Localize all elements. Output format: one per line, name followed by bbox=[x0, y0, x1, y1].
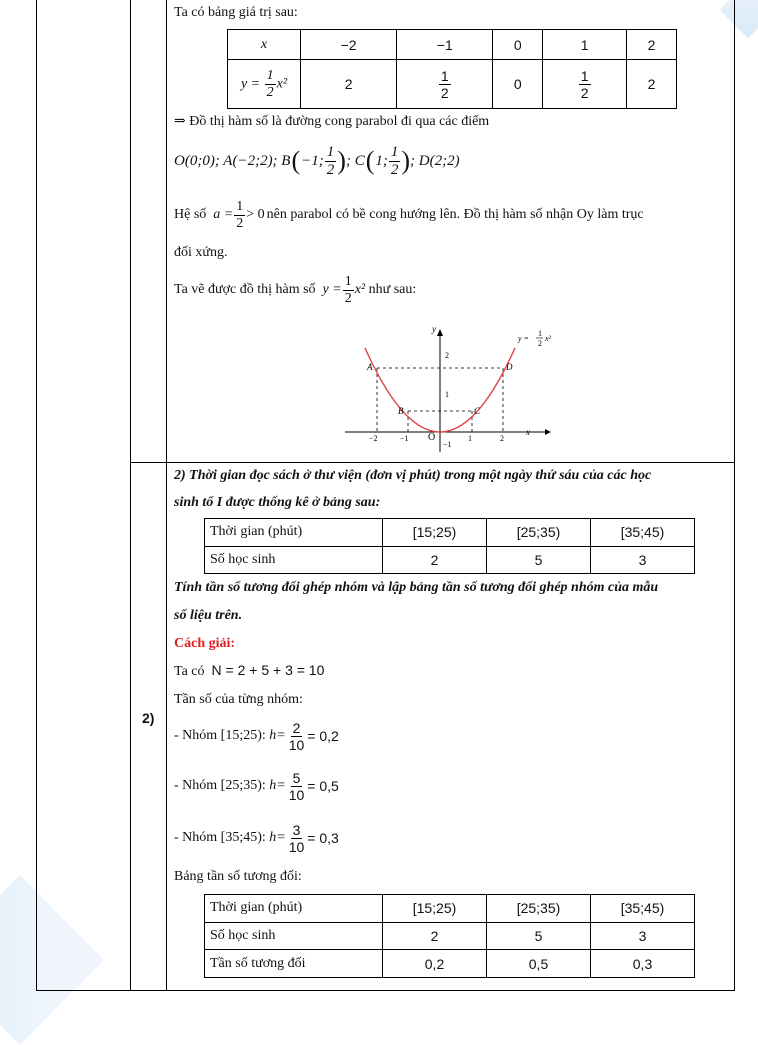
x-cell: 0 bbox=[493, 30, 543, 60]
table-cell: 3 bbox=[591, 546, 695, 574]
data-table bbox=[204, 518, 695, 574]
table-header-students: Số học sinh bbox=[205, 546, 383, 574]
parabola-graph bbox=[340, 322, 570, 454]
svg-text:y =: y = bbox=[518, 334, 529, 343]
point-c-label: C bbox=[474, 406, 481, 416]
y-cell: 2 bbox=[301, 60, 397, 109]
draw-line: Ta vẽ được đồ thị hàm số y = $\frac{1}{2}$ x² như sau: bbox=[174, 273, 417, 306]
x-axis-arrow bbox=[545, 429, 551, 435]
column-divider-2 bbox=[166, 0, 167, 990]
x-header: x bbox=[228, 30, 301, 60]
y-cell: 0 bbox=[493, 60, 543, 109]
table-header-time: Thời gian (phút) bbox=[205, 519, 383, 547]
axis-y-label: y bbox=[432, 324, 436, 334]
tick-x-neg1: −1 bbox=[400, 434, 409, 443]
x-cell: −1 bbox=[397, 30, 493, 60]
relative-frequency-table bbox=[204, 894, 695, 978]
table-cell: 0,3 bbox=[591, 950, 695, 978]
origin-label: O bbox=[428, 432, 436, 443]
solution-title: Cách giải: bbox=[174, 636, 236, 651]
table-header-time: Thời gian (phút) bbox=[205, 895, 383, 923]
table-cell: 5 bbox=[487, 922, 591, 950]
table-cell: 2 bbox=[383, 546, 487, 574]
table-cell: 3 bbox=[591, 922, 695, 950]
problem-line-2: sinh tổ I được thống kê ở bảng sau: bbox=[174, 495, 381, 510]
tick-x-1: 1 bbox=[468, 434, 472, 443]
table-cell: 0,2 bbox=[383, 950, 487, 978]
svg-text:2: 2 bbox=[538, 339, 542, 348]
point-b-label: B bbox=[398, 406, 404, 416]
y-cell: 2 bbox=[627, 60, 677, 109]
table-cell: [15;25) bbox=[383, 895, 487, 923]
points-list: O(0;0); A(−2;2); B ( −1; $\frac{1}{2}$ ) ; C ( 1; $\frac{1}{2}$ ) ; D(2;2) bbox=[174, 143, 460, 178]
point-d-label: D bbox=[506, 362, 513, 372]
y-cell: $\frac{1}{2}$ bbox=[543, 60, 627, 109]
table-cell: 2 bbox=[383, 922, 487, 950]
intro-text: Ta có bảng giá trị sau: bbox=[174, 5, 298, 20]
tick-x-neg2: −2 bbox=[369, 434, 378, 443]
table-header-relative: Tần số tương đối bbox=[205, 950, 383, 978]
table-cell: [25;35) bbox=[487, 895, 591, 923]
group-line: - Nhóm [35;45): h= $\frac{3}{10}$ = 0,3 bbox=[174, 821, 339, 855]
problem-line-1: 2) Thời gian đọc sách ở thư viện (đơn vị phút) trong một ngày thứ sáu của các học bbox=[174, 468, 652, 483]
group-line: - Nhóm [15;25): h= $\frac{2}{10}$ = 0,2 bbox=[174, 719, 339, 753]
axis-x-label: x bbox=[526, 427, 530, 437]
row-divider bbox=[130, 462, 734, 463]
y-axis-arrow bbox=[437, 329, 443, 336]
freq-intro: Tần số của từng nhóm: bbox=[174, 692, 303, 707]
symmetry-text: đối xứng. bbox=[174, 245, 228, 260]
tick-y-2: 2 bbox=[445, 351, 449, 360]
relative-table-intro: Bảng tần số tương đối: bbox=[174, 869, 302, 884]
x-cell: 2 bbox=[627, 30, 677, 60]
conclusion-text: ⇒ Đồ thị hàm số là đường cong parabol đi qua các điểm bbox=[174, 114, 490, 129]
part-number: 2) bbox=[142, 710, 155, 726]
group-line: - Nhóm [25;35): h= $\frac{5}{10}$ = 0,5 bbox=[174, 769, 339, 803]
task-line-2: số liệu trên. bbox=[174, 608, 243, 623]
x-cell: 1 bbox=[543, 30, 627, 60]
table-cell: [15;25) bbox=[383, 519, 487, 547]
coefficient-line: Hệ số a = $\frac{1}{2}$ > 0 nên parabol có bề cong hướng lên. Đồ thị hàm số nhận Oy làm trục bbox=[174, 198, 644, 231]
task-line-1: Tính tần số tương đối ghép nhóm và lập bảng tần số tương đối ghép nhóm của mẫu bbox=[174, 580, 659, 595]
table-cell: 5 bbox=[487, 546, 591, 574]
y-cell: $\frac{1}{2}$ bbox=[397, 60, 493, 109]
column-divider-1 bbox=[130, 0, 131, 990]
table-cell: [35;45) bbox=[591, 519, 695, 547]
y-header: y = $\frac{1}{2}$ x² bbox=[228, 60, 301, 109]
tick-y-1: 1 bbox=[445, 390, 449, 399]
table-header-students: Số học sinh bbox=[205, 922, 383, 950]
point-a-label: A bbox=[367, 362, 373, 372]
n-line: Ta có N = 2 + 5 + 3 = 10 bbox=[174, 662, 325, 679]
table-cell: [25;35) bbox=[487, 519, 591, 547]
value-table bbox=[227, 29, 677, 109]
svg-text:x²: x² bbox=[545, 334, 551, 343]
svg-text:1: 1 bbox=[538, 329, 542, 338]
function-label bbox=[517, 329, 552, 348]
tick-y-neg1: −1 bbox=[443, 440, 452, 449]
table-cell: [35;45) bbox=[591, 895, 695, 923]
tick-x-2: 2 bbox=[500, 434, 504, 443]
x-cell: −2 bbox=[301, 30, 397, 60]
table-cell: 0,5 bbox=[487, 950, 591, 978]
